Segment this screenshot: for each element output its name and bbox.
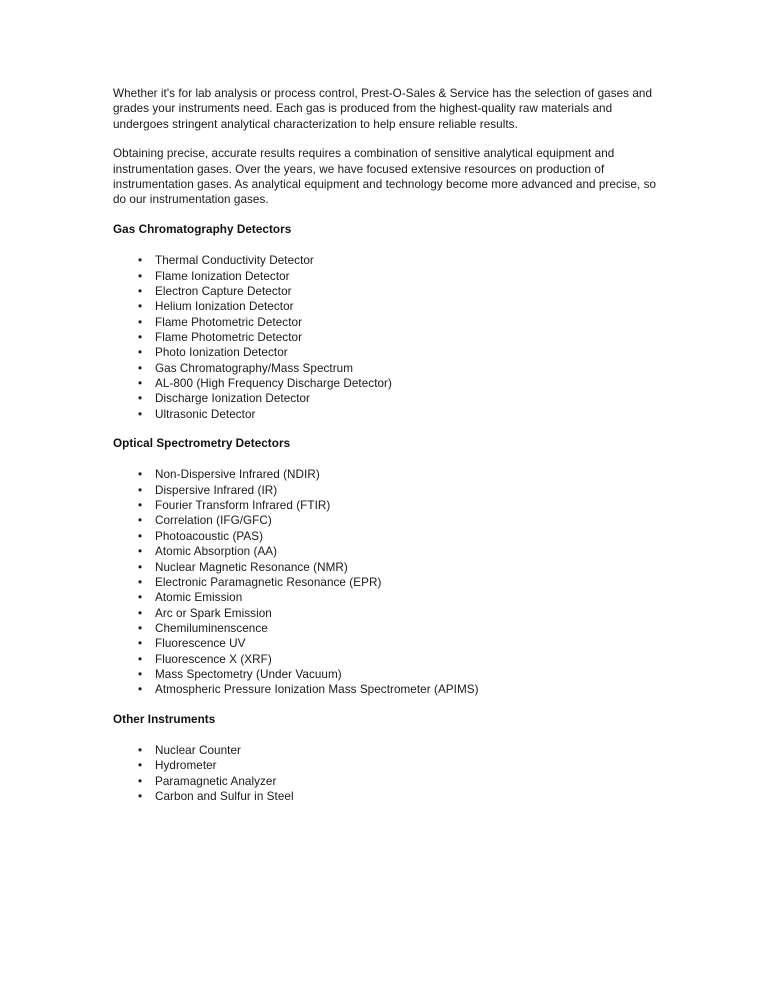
- list-item: [113, 498, 659, 513]
- list-item-label: Dispersive Infrared (IR): [155, 483, 278, 497]
- bullet-icon: •: [138, 483, 143, 497]
- list-item-label: Electronic Paramagnetic Resonance (EPR): [155, 575, 382, 589]
- list-item-label: Atomic Emission: [155, 591, 243, 605]
- list-item-label: Helium Ionization Detector: [155, 300, 294, 314]
- bullet-icon: •: [138, 759, 143, 773]
- list-item-label: Paramagnetic Analyzer: [155, 774, 277, 788]
- list-item: [113, 636, 659, 651]
- list-item-label: Gas Chromatography/Mass Spectrum: [155, 361, 354, 375]
- bullet-icon: •: [138, 392, 143, 406]
- bullet-icon: •: [138, 652, 143, 666]
- list-item-label: Hydrometer: [155, 759, 217, 773]
- list-item: [113, 667, 659, 682]
- bullet-icon: •: [138, 774, 143, 788]
- detector-list: [113, 467, 659, 697]
- list-item-label: Correlation (IFG/GFC): [155, 514, 272, 528]
- list-item: [113, 376, 659, 391]
- spacer: [113, 727, 659, 743]
- intro-paragraph-1: Whether it's for lab analysis or process control, Prest-O-Sales & Service has the selection of gases and grades your instruments need. Each gas is produced from the highest-quality raw materials and undergoes stringent analytical characterization to help ensure reliable results.: [113, 87, 653, 131]
- section-heading: Gas Chromatography Detectors: [113, 222, 292, 236]
- list-item-label: Carbon and Sulfur in Steel: [155, 790, 294, 804]
- list-item: [113, 361, 659, 376]
- section-other-instruments: [113, 712, 659, 805]
- list-item-label: Mass Spectometry (Under Vacuum): [155, 667, 342, 681]
- list-item-label: Nuclear Magnetic Resonance (NMR): [155, 560, 348, 574]
- list-item: [113, 315, 659, 330]
- bullet-icon: •: [138, 407, 143, 421]
- bullet-icon: •: [138, 468, 143, 482]
- list-item: [113, 284, 659, 299]
- bullet-icon: •: [138, 300, 143, 314]
- section-gas-chromatography-detectors: [113, 222, 659, 422]
- bullet-icon: •: [138, 315, 143, 329]
- bullet-icon: •: [138, 667, 143, 681]
- bullet-icon: •: [138, 330, 143, 344]
- bullet-icon: •: [138, 790, 143, 804]
- spacer: [113, 451, 659, 467]
- spacer: [113, 237, 659, 253]
- bullet-icon: •: [138, 361, 143, 375]
- section-heading: Other Instruments: [113, 712, 216, 726]
- list-item: [113, 330, 659, 345]
- list-item-label: Flame Photometric Detector: [155, 315, 303, 329]
- list-item: [113, 544, 659, 559]
- list-item-label: Discharge Ionization Detector: [155, 392, 311, 406]
- list-item: [113, 560, 659, 575]
- bullet-icon: •: [138, 254, 143, 268]
- section-optical-spectrometry-detectors: [113, 436, 659, 698]
- document-body: [113, 86, 659, 804]
- list-item: [113, 391, 659, 406]
- bullet-icon: •: [138, 545, 143, 559]
- list-item: [113, 345, 659, 360]
- list-item-label: Nuclear Counter: [155, 744, 241, 757]
- list-item-label: Atmospheric Pressure Ionization Mass Spectrometer (APIMS): [155, 683, 479, 697]
- list-item: [113, 789, 659, 804]
- list-item-label: Flame Ionization Detector: [155, 269, 290, 283]
- bullet-icon: •: [138, 560, 143, 574]
- list-item: [113, 467, 659, 482]
- list-item-label: Atomic Absorption (AA): [155, 545, 278, 559]
- list-item: [113, 758, 659, 773]
- bullet-icon: •: [138, 529, 143, 543]
- instrument-list: [113, 743, 659, 804]
- list-item-label: Fluorescence UV: [155, 637, 246, 651]
- spacer: [113, 422, 659, 436]
- bullet-icon: •: [138, 637, 143, 651]
- list-item-label: Photo Ionization Detector: [155, 346, 288, 360]
- list-item: [113, 253, 659, 268]
- list-item-label: Flame Photometric Detector: [155, 330, 303, 344]
- list-item-label: Arc or Spark Emission: [155, 606, 272, 620]
- bullet-icon: •: [138, 683, 143, 697]
- list-item: [113, 652, 659, 667]
- spacer: [113, 698, 659, 712]
- bullet-icon: •: [138, 606, 143, 620]
- intro-paragraph-2: Obtaining precise, accurate results requires a combination of sensitive analytical equipment and instrumentation gases. Over the years, we have focused extensive resources on production of instrumentation gases. As analytical equipment and technology become more advanced and precise, so do our instrumentation gases.: [113, 147, 657, 207]
- list-item-label: Thermal Conductivity Detector: [155, 254, 314, 268]
- list-item-label: Photoacoustic (PAS): [155, 529, 264, 543]
- list-item: [113, 529, 659, 544]
- bullet-icon: •: [138, 575, 143, 589]
- bullet-icon: •: [138, 499, 143, 513]
- list-item: [113, 621, 659, 636]
- bullet-icon: •: [138, 269, 143, 283]
- bullet-icon: •: [138, 284, 143, 298]
- list-item-label: AL-800 (High Frequency Discharge Detector): [155, 377, 392, 390]
- bullet-icon: •: [138, 744, 143, 757]
- list-item-label: Electron Capture Detector: [155, 284, 292, 298]
- list-item-label: Ultrasonic Detector: [155, 407, 256, 421]
- bullet-icon: •: [138, 621, 143, 635]
- bullet-icon: •: [138, 591, 143, 605]
- section-heading: Optical Spectrometry Detectors: [113, 437, 291, 451]
- list-item-label: Non-Dispersive Infrared (NDIR): [155, 468, 320, 482]
- list-item-label: Fluorescence X (XRF): [155, 652, 272, 666]
- list-item: [113, 682, 659, 697]
- list-item: [113, 606, 659, 621]
- list-item: [113, 575, 659, 590]
- list-item-label: Chemiluminenscence: [155, 621, 268, 635]
- list-item-label: Fourier Transform Infrared (FTIR): [155, 499, 331, 513]
- list-item: [113, 774, 659, 789]
- list-item: [113, 513, 659, 528]
- detector-list: [113, 253, 659, 422]
- list-item: [113, 590, 659, 605]
- list-item: [113, 299, 659, 314]
- bullet-icon: •: [138, 377, 143, 390]
- list-item: [113, 743, 659, 758]
- list-item: [113, 407, 659, 422]
- list-item: [113, 483, 659, 498]
- bullet-icon: •: [138, 346, 143, 360]
- bullet-icon: •: [138, 514, 143, 528]
- list-item: [113, 269, 659, 284]
